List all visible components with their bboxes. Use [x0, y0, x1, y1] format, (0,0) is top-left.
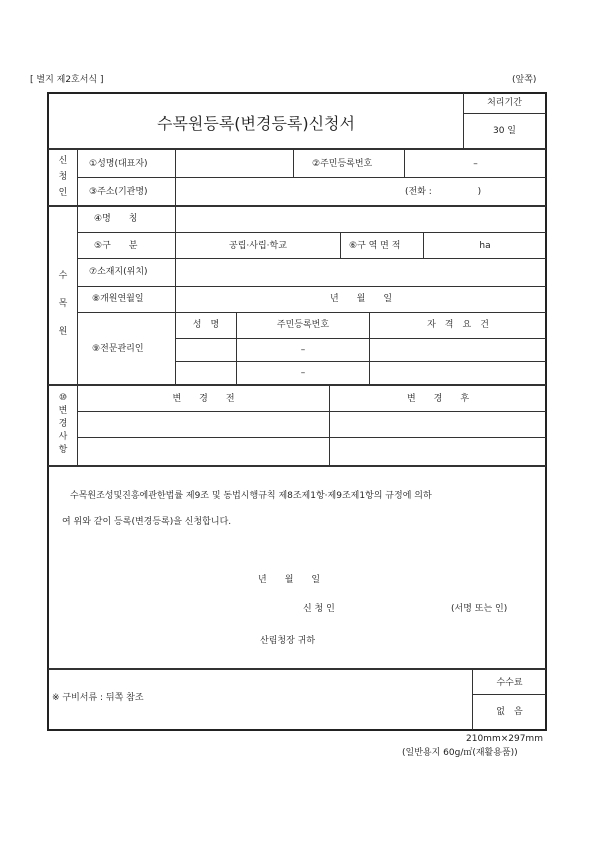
- change-section-label: ⑩ 변 경 사 항: [58, 393, 68, 455]
- arboretum-section-label: 수 목 원: [58, 271, 68, 337]
- change-after-header: 변 경 후: [406, 394, 470, 404]
- form-title: 수목원등록(변경등록)신청서: [157, 114, 355, 133]
- statement-line-1: 수목원조성및진흥에관한법률 제9조 및 동법시행규칙 제8조제1항·제9조제1항의 규정에 의하: [70, 491, 432, 501]
- open-date-field[interactable]: 년 월 일: [329, 294, 393, 304]
- page-side-label: (앞쪽): [512, 75, 537, 85]
- arboretum-name-field[interactable]: [176, 207, 546, 231]
- processing-period-label: 처리기간: [487, 98, 522, 108]
- change-before-field[interactable]: [78, 412, 328, 436]
- paper-size: 210mm×297mm: [466, 734, 543, 744]
- applicant-section-label: 신 청 인: [58, 156, 68, 198]
- phone-field[interactable]: (전화 : ): [405, 187, 482, 197]
- rrn-label: ②주민등록번호: [312, 159, 373, 169]
- fee-label: 수수료: [496, 678, 523, 688]
- fee-value: 없 음: [496, 707, 523, 717]
- processing-period-value: 30 일: [492, 126, 516, 136]
- applicant-signature-label: 신 청 인: [303, 604, 335, 614]
- application-date[interactable]: 년 월 일: [258, 575, 321, 585]
- change-after-field[interactable]: [330, 412, 546, 436]
- area-label: ⑥구 역 면 적: [349, 241, 401, 251]
- form-number: [ 별지 제2호서식 ]: [30, 75, 104, 85]
- manager-rrn-field[interactable]: –: [300, 368, 306, 378]
- signature-field[interactable]: (서명 또는 인): [451, 604, 508, 614]
- required-documents-note: ※ 구비서류 : 뒤쪽 참조: [52, 693, 144, 703]
- rrn-field[interactable]: –: [473, 159, 478, 169]
- manager-header-name: 성 명: [192, 320, 220, 330]
- recipient: 산림청장 귀하: [260, 636, 316, 646]
- manager-header-qualification: 자 격 요 건: [427, 320, 489, 330]
- paper-spec: (일반용지 60g/㎡(재활용품)): [402, 748, 518, 758]
- location-field[interactable]: [176, 259, 546, 285]
- change-before-header: 변 경 전: [172, 394, 235, 404]
- manager-rrn-field[interactable]: –: [300, 345, 306, 355]
- statement-line-2: 여 위와 같이 등록(변경등록)을 신청합니다.: [62, 517, 232, 527]
- arboretum-name-label: ④명 칭: [94, 214, 138, 224]
- open-date-label: ⑧개원연월일: [92, 294, 144, 304]
- area-field[interactable]: ha: [479, 241, 491, 251]
- name-label: ①성명(대표자): [89, 159, 148, 169]
- location-label: ⑦소재지(위치): [89, 267, 148, 277]
- name-field[interactable]: [176, 150, 292, 176]
- manager-header-rrn: 주민등록번호: [276, 320, 330, 330]
- address-label: ③주소(기관명): [89, 187, 148, 197]
- manager-label: ⑨전문관리인: [92, 344, 144, 354]
- type-label: ⑤구 분: [94, 241, 138, 251]
- type-value[interactable]: 공립·사립·학교: [229, 241, 287, 251]
